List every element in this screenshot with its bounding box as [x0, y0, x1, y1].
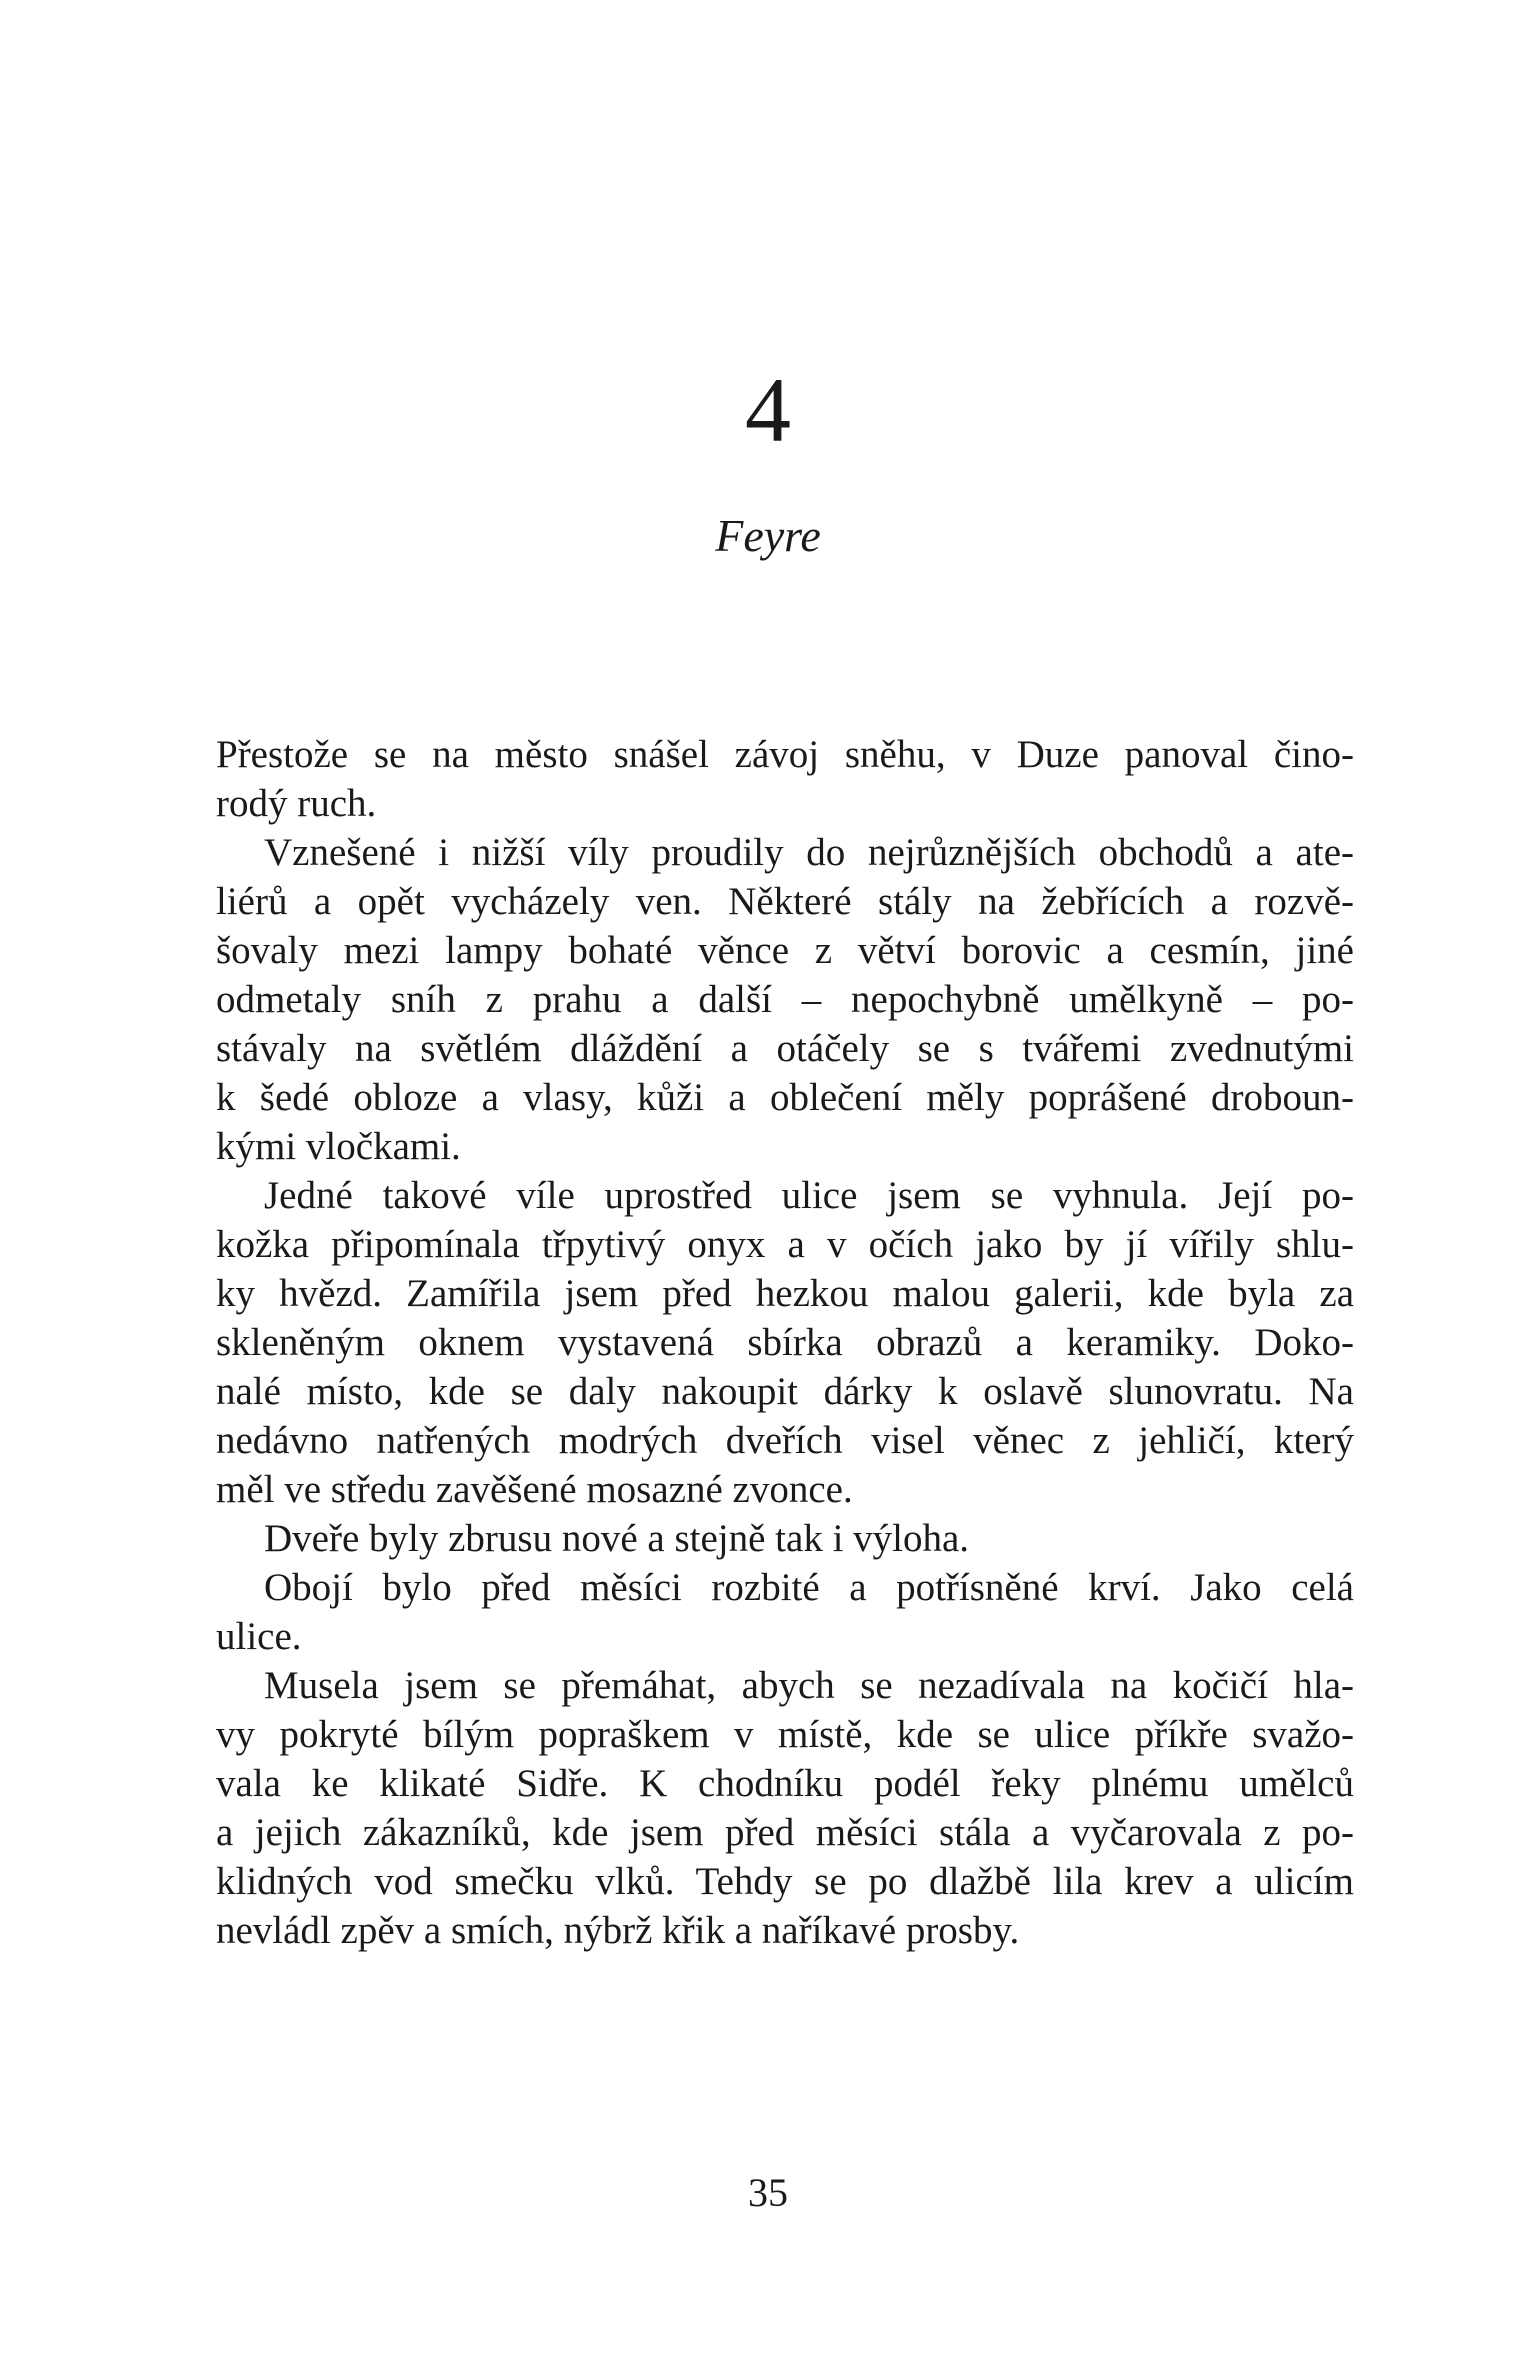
text-line: vala ke klikaté Sidře. K chodníku podél řeky plnému umělců [216, 1762, 1354, 1805]
text-line: k šedé obloze a vlasy, kůži a oblečení měly poprášené droboun- [216, 1076, 1354, 1119]
text-line: kožka připomínala třpytivý onyx a v očích jako by jí vířily shlu- [216, 1223, 1354, 1266]
text-line: rodý ruch. [216, 782, 377, 825]
text-line: šovaly mezi lampy bohaté věnce z větví borovic a cesmín, jiné [216, 929, 1354, 972]
text-line: ky hvězd. Zamířila jsem před hezkou malou galerii, kde byla za [216, 1272, 1354, 1315]
text-line: Obojí bylo před měsíci rozbité a potřísněné krví. Jako celá [264, 1566, 1354, 1609]
text-line: Dveře byly zbrusu nové a stejně tak i výloha. [264, 1517, 970, 1560]
text-line: Musela jsem se přemáhat, abych se nezadívala na kočičí hla- [264, 1664, 1354, 1707]
text-line: stávaly na světlém dláždění a otáčely se s tvářemi zvednutými [216, 1027, 1354, 1070]
chapter-title: Feyre [715, 510, 821, 561]
text-line: měl ve středu zavěšené mosazné zvonce. [216, 1468, 853, 1511]
text-line: kými vločkami. [216, 1125, 461, 1168]
text-line: liérů a opět vycházely ven. Některé stály na žebřících a rozvě- [216, 880, 1354, 923]
text-line: Vznešené i nižší víly proudily do nejrůznějších obchodů a ate- [264, 831, 1354, 874]
text-line: ulice. [216, 1615, 302, 1658]
text-line: odmetaly sníh z prahu a další – nepochybně umělkyně – po- [216, 978, 1354, 1021]
text-line: skleněným oknem vystavená sbírka obrazů a keramiky. Doko- [216, 1321, 1354, 1364]
chapter-number: 4 [745, 359, 791, 461]
chapter-body [216, 730, 1354, 1955]
text-line: klidných vod smečku vlků. Tehdy se po dlažbě lila krev a ulicím [216, 1860, 1354, 1903]
text-line: Jedné takové víle uprostřed ulice jsem se vyhnula. Její po- [264, 1174, 1354, 1217]
text-line: vy pokryté bílým popraškem v místě, kde se ulice příkře svažo- [216, 1713, 1354, 1756]
page-number: 35 [748, 2170, 788, 2215]
text-line: nalé místo, kde se daly nakoupit dárky k oslavě slunovratu. Na [216, 1370, 1354, 1413]
text-line: nevládl zpěv a smích, nýbrž křik a naříkavé prosby. [216, 1909, 1020, 1952]
text-line: Přestože se na město snášel závoj sněhu, v Duze panoval čino- [216, 733, 1354, 776]
text-line: nedávno natřených modrých dveřích visel věnec z jehličí, který [216, 1419, 1354, 1462]
text-line: a jejich zákazníků, kde jsem před měsíci stála a vyčarovala z po- [216, 1811, 1354, 1854]
